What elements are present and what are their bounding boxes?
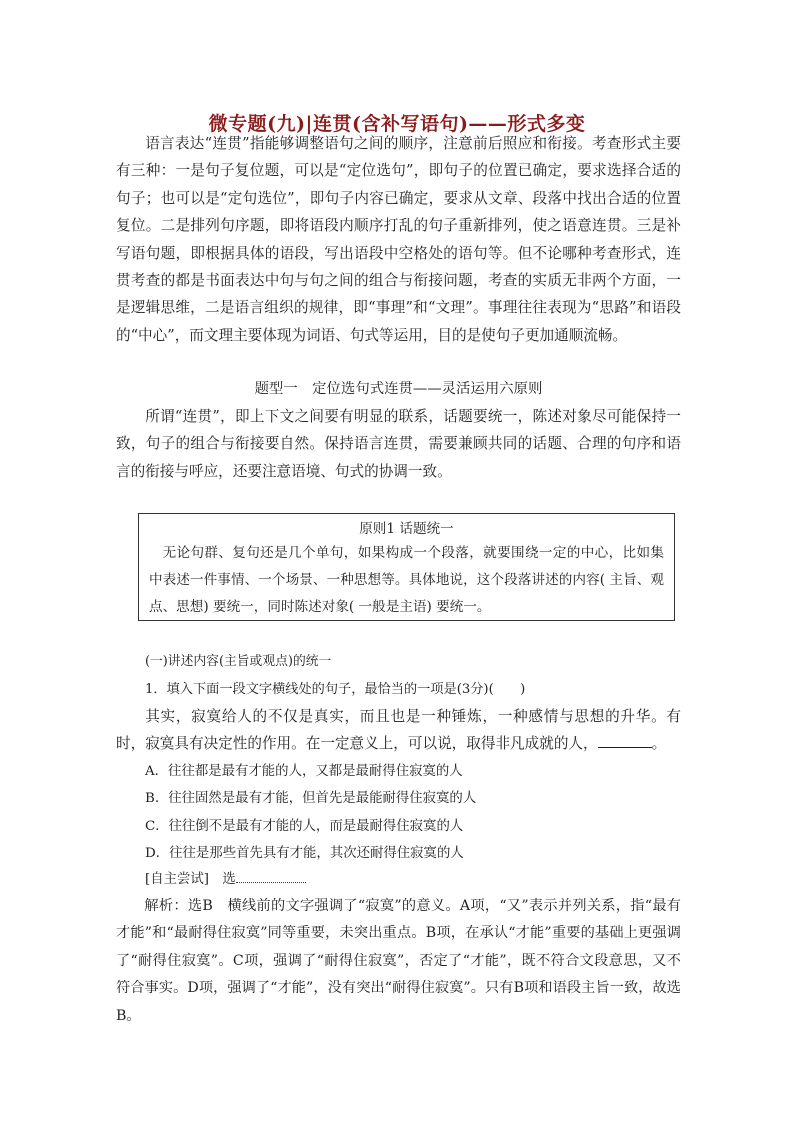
type-description: 所谓“连贯”，即上下文之间要有明显的联系，话题要统一，陈述对象尽可能保持一致，句子的组合与衔接要自然。保持语言连贯，需要兼顾共同的话题、合理的句序和语言的衔接与呼应，还要注意语境、句式的协调一致。 [116, 408, 681, 480]
question-text-before: 其实，寂寞给人的不仅是真实，而且也是一种锤炼，一种感情与思想的升华。有时，寂寞具有决定性的作用。在一定意义上，可以说，取得非凡成就的人， [116, 708, 681, 753]
self-try-blank [236, 870, 306, 883]
option-a: A．往往都是最有才能的人，又都是最耐得住寂寞的人 [145, 764, 463, 779]
self-try-line [145, 868, 306, 887]
type-heading: 题型一 定位选句式连贯——灵活运用六原则 [254, 381, 543, 397]
sub-heading: (一)讲述内容(主旨或观点)的统一 [145, 654, 332, 669]
question-stem: 1．填入下面一段文字横线处的句子，最恰当的一项是(3分)( ) [145, 682, 526, 697]
option-b: B．往往固然是最有才能，但首先是最能耐得住寂寞的人 [145, 791, 477, 807]
question-text [116, 703, 681, 758]
page-title: 微专题(九)|连贯(含补写语句)——形式多变 [208, 112, 586, 135]
option-c: C．往往倒不是最有才能的人，而是最耐得住寂寞的人 [145, 818, 464, 834]
principle-title: 原则1 话题统一 [359, 521, 454, 537]
self-try-label: [自主尝试] 选 [145, 872, 236, 887]
option-d: D．往往是那些首先具有才能，其次还耐得住寂寞的人 [145, 846, 464, 862]
principle-box [138, 513, 675, 621]
intro-paragraph: 语言表达“连贯”指能够调整语句之间的顺序，注意前后照应和衔接。考查形式主要有三种：一是句子复位题，可以是“定位选句”，即句子的位置已确定，要求选择合适的句子；也可以是“定句选位”，即句子内容已确定，要求从文章、段落中找出合适的位置复位。二是排列句序题，即将语段内顺序打乱的句子重新排列，使之语意连贯。三是补写语句题，即根据具体的语段，写出语段中空格处的语句等。但不论哪种考查形式，连贯考查的都是书面表达中句与句之间的组合与衔接问题，考查的实质无非两个方面，一是逻辑思维，二是语言组织的规律，即“事理”和“文理”。事理往往表现为“思路”和语段的“中心”，而文理主要体现为词语、句式等运用，目的是使句子更加通顺流畅。 [116, 135, 681, 344]
question-text-after: 。 [651, 735, 667, 753]
answer-blank [598, 735, 652, 748]
analysis-paragraph: 解析：选B 横线前的文字强调了“寂寞”的意义。A项，“又”表示并列关系，指“最有才能”和“最耐得住寂寞”同等重要，未突出重点。B项，在承认“才能”重要的基础上更强调了“耐得住寂寞”。C项，强调了“耐得住寂寞”，否定了“才能”，既不符合文段意思，又不符合事实。D项，强调了“才能”，没有突出“耐得住寂寞”。只有B项和语段主旨一致，故选B。 [116, 898, 681, 1024]
options-list [145, 758, 476, 868]
principle-body: 无论句群、复句还是几个单句，如果构成一个段落，就要围绕一定的中心，比如集中表述一件事情、一个场景、一种思想等。具体地说，这个段落讲述的内容( 主旨、观点、思想) 要统一，同时陈述对象( 一般是主语) 要统一。 [149, 545, 664, 615]
